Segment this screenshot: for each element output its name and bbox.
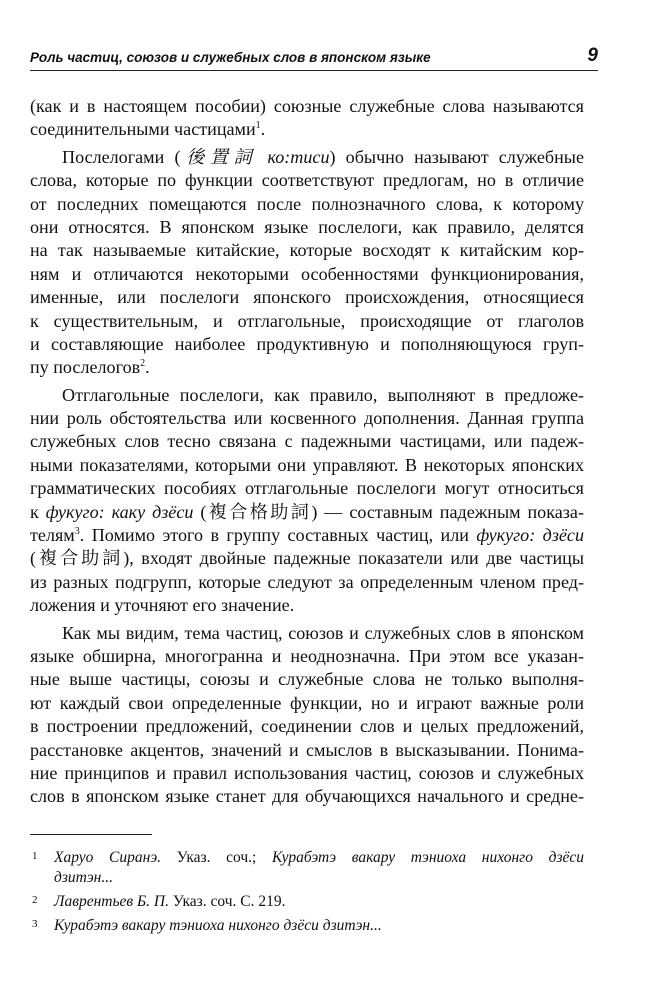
paragraph-2-line: Послелогами (後置詞 ко:тиси) обычно называют служебные: [62, 146, 584, 167]
paragraph-2-line: ням и отличаются некоторыми особенностями функционирования,: [30, 263, 584, 284]
footnote-number: 1: [32, 850, 38, 862]
running-title: Роль частиц, союзов и служебных слов в японском языке: [30, 50, 431, 65]
paragraph-4-line: Как мы видим, тема частиц, союзов и служебных слов в японском: [62, 622, 584, 643]
paragraph-2-line: пу послелогов$^2$.: [30, 357, 150, 378]
paragraph-3-line: Отглагольные послелоги, как правило, выполняют в предложе-: [62, 384, 584, 405]
footnotes: [30, 848, 584, 936]
paragraph-4-line: расстановке акцентов, значений и смыслов в высказывании. Понима-: [30, 739, 584, 760]
paragraph-3-line: (複合助詞), входят двойные падежные показатели или две частицы: [30, 548, 584, 569]
paragraph-3-line: ложения и уточняют его значение.: [30, 595, 295, 616]
paragraph-2-line: на так называемые китайские, которые восходят к китайским кор-: [30, 240, 584, 261]
paragraph-3-line: к фукуго: каку дзёси (複合格助詞) — составным падежным показа-: [30, 501, 584, 522]
footnote-line: Лаврентьев Б. П. Указ. соч. С. 219.: [54, 893, 286, 910]
paragraph-1-line: соединительными частицами$^1$.: [30, 119, 266, 140]
footnote-number: 2: [32, 894, 38, 906]
running-header: [30, 40, 598, 71]
paragraph-3-line: ными показателями, которыми они управляют. В некоторых японских: [30, 454, 584, 475]
footnote-1: [30, 848, 584, 888]
footnote-line: дзитэн...: [54, 869, 113, 886]
paragraph-1-line: (как и в настоящем пособии) союзные служебные слова называются: [30, 96, 584, 116]
footnote-3: [30, 916, 584, 936]
paragraph-2-line: от последних помещаются после полнозначного слова, к которому: [30, 193, 584, 214]
paragraph-3-line: телям$^3$. Помимо этого в группу составных частиц, или фукуго: дзёси: [30, 525, 584, 546]
paragraph-3-line: грамматических пособиях отглагольные послелоги могут относиться: [30, 478, 584, 499]
footnote-ref: 3: [74, 526, 80, 538]
footnote-ref: 1: [255, 120, 261, 132]
paragraph-2-line: к существительным, и отглагольные, происходящие от глаголов: [30, 310, 584, 331]
paragraph-4-line: ют каждый свои определенные функции, но и играют важные роли: [30, 692, 584, 713]
paragraph-3-line: нии роль обстоятельства или косвенного дополнения. Данная группа: [30, 408, 584, 429]
paragraph-2-line: именные, или послелоги японского происхождения, относящиеся: [30, 287, 584, 308]
paragraph-3-line: служебных слов тесно связана с падежными частицами, или падеж-: [30, 431, 584, 452]
paragraph-2-line: они относятся. В японском языке послелоги, как правило, делятся: [30, 216, 584, 237]
paragraph-4-line: в построении предложений, соединении слов и целых предложений,: [30, 716, 584, 737]
page-number: 9: [587, 45, 598, 66]
footnote-2: [30, 892, 584, 912]
paragraph-3-line: из разных подгрупп, которые следуют за определенным членом пред-: [30, 571, 584, 592]
footnote-line: Харуо Сиранэ. Указ. соч.; Курабэтэ вакару тэниоха нихонго дзёси: [54, 849, 584, 866]
body-text: [30, 95, 584, 809]
paragraph-4-line: ние принципов и правил использования частиц, союзов и служебных: [30, 762, 584, 783]
footnote-number: 3: [32, 918, 38, 930]
paragraph-4-line: ные выше частицы, союзы и служебные слова не только выполня-: [30, 669, 584, 690]
paragraph-4-line: языке обширна, многогранна и неоднозначна. При этом все указан-: [30, 645, 584, 666]
paragraph-4-line: слов в японском языке станет для обучающихся начального и средне-: [30, 786, 584, 807]
paragraph-2-line: слова, которые по функции соответствуют предлогам, но в отличие: [30, 170, 584, 191]
paragraph-2-line: и составляющие наиболее продуктивную и пополняющуюся груп-: [30, 333, 584, 354]
footnote-line: Курабэтэ вакару тэниоха нихонго дзёси дзитэн...: [54, 917, 382, 934]
footnote-separator: [30, 834, 152, 835]
footnote-ref: 2: [140, 358, 146, 370]
